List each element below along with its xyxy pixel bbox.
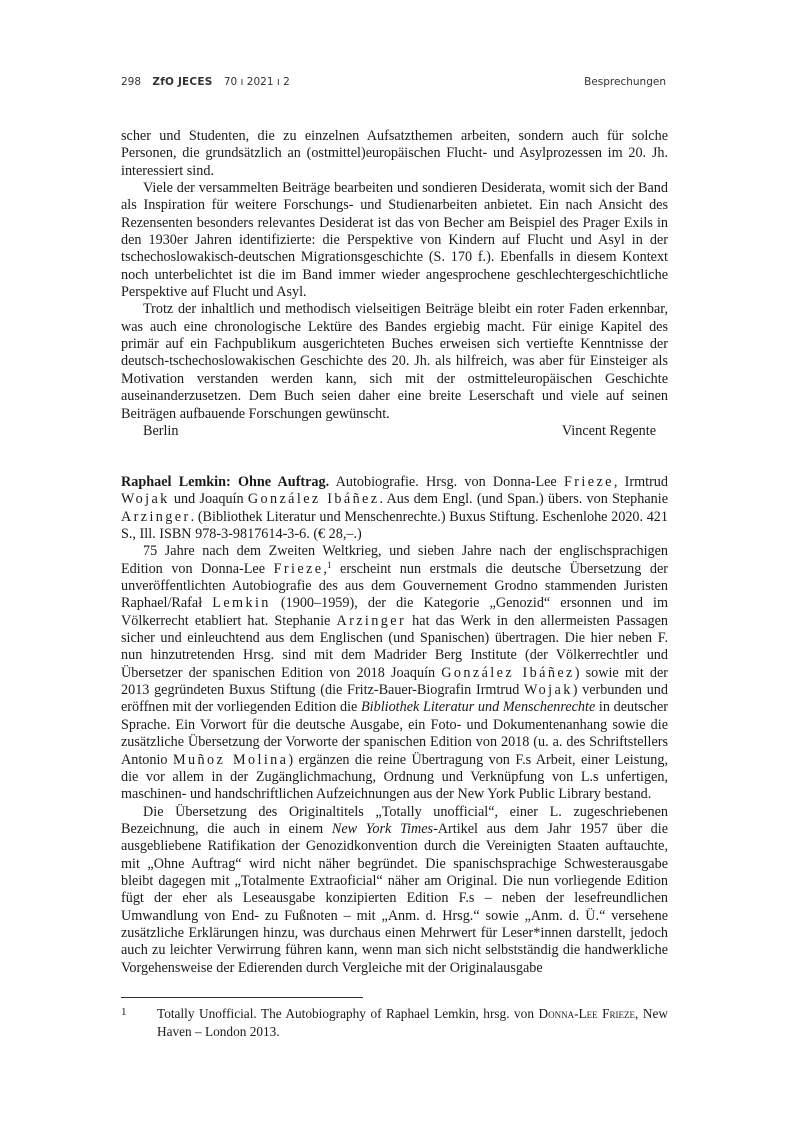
translator-name: Arzinger [121,508,191,525]
editor-name: González Ibáñez [247,491,380,508]
text-run: Die Übersetzung des Originaltitels „Totally unofficial“, einer L. zugeschriebenen Bezeichnung, die auch in einem [121,803,668,837]
text-run: , New Haven – London 2013. [157,1006,668,1039]
reviewer-city: Berlin [143,422,179,439]
text-run: hat das Werk in den allermeisten Passagen sicher und einleuchtend aus dem Englischen (und Spanischen) übertragen. Die hier neben F. nun hinzutretenden Hrsg. sind mit dem Madrider Berg Institute (der Völkerrechtler und Übersetzer der spanischen Edition von 2018 Joaquín [121,612,668,681]
text-run: ) ergänzen die reine Übertragung von F.s Arbeit, einer Leistung, die vor allem in der Zugänglichmachung, Ordnung und Verknüpfung von L.s unfertigen, maschinen- und handschriftlichen Aufzeichnungen aus der New York Public Library bestand. [121,751,668,803]
person-name: Wojak [524,682,573,699]
volume-issue: 70 ı 2021 ı 2 [223,76,290,88]
footnote-ref[interactable]: 1 [326,559,332,570]
header-left [121,76,298,88]
text-run: 75 Jahre nach dem Zweiten Weltkrieg, und sieben Jahre nach der englischsprachigen Edition von Donna-Lee [121,543,668,577]
text-run: in deutscher Sprache. Ein Vorwort für die deutsche Ausgabe, ein Foto- und Dokumentenanhang sowie die zusätzliche Übersetzung der Vorworte der spanischen Edition von 2018 (u. a. des Schriftstellers Antonio [121,699,668,768]
text-run: erscheint nun erstmals die deutsche Übersetzung der unveröffentlichten Autobiografie des aus dem Gouvernement Grodno stammenden Juristen Raphael/Rafał [121,560,668,612]
person-name: Frieze [273,560,324,577]
text-run: (1900–1959), der die Kategorie „Genozid“ ersonnen und im Völkerrecht etabliert hat. Stephanie [121,595,668,629]
citation-text: und Joaquín [169,491,248,508]
person-name: Lemkin [212,595,271,612]
footnote-text [157,1005,668,1041]
citation-text: , Irmtrud [613,474,668,490]
newspaper-title: New York Times [331,820,434,837]
bibliographic-entry [121,474,668,543]
author-name: Donna-Lee Frieze [538,1006,636,1021]
text-run: ) sowie mit der 2013 gegründeten Buxus Stiftung (die Fritz-Bauer-Biografin Irmtrud [121,664,669,699]
series-title: Bibliothek Literatur und Menschenrechte [361,699,596,716]
paragraph [121,804,668,977]
book-title: Raphael Lemkin: Ohne Auftrag. [121,474,330,490]
text-run: ) verbunden und eröffnen mit der vorliegenden Edition die [121,682,668,716]
page-number: 298 [121,76,142,88]
review-lemkin [121,474,668,977]
text-run: Totally Unofficial. The Autobiography of Raphael Lemkin, hrsg. von [157,1006,539,1021]
reviewer-name: Vincent Regente [561,422,656,439]
paragraph: Viele der versammelten Beiträge bearbeiten und sondieren Desiderata, womit sich der Band als Inspiration für weitere Forschungs- und Studienarbeiten anbietet. Ein nach Ansicht des Rezensenten besonders relevantes Desiderat ist das von Becher am Beispiel des Prager Exils in den 1930er Jahren identifizierte: die Perspektive von Kindern auf Flucht und Asyl in der tschechoslowakisch-deutschen Migrationsgeschichte (S. 170 f.). Ebenfalls in diesem Kontext noch unterbelichtet ist die im Band immer wieder angesprochene geschlechtergeschichtliche Perspektive auf Flucht und Asyl. [121,180,668,301]
person-name: Arzinger [336,612,407,629]
editor-name: Frieze [563,474,614,490]
running-header [121,76,666,92]
citation-text: Autobiografie. Hrsg. von Donna-Lee [329,474,564,490]
citation-text: . Aus dem Engl. (und Span.) übers. von Stephanie [379,491,668,508]
text-run: -Artikel aus dem Jahr 1957 über die ausgebliebene Ratifikation der Genozidkonvention durch die Vereinigten Staaten auftauchte, mit „Ohne Auftrag“ wird nicht näher begründet. Die spanischsprachige Schwesterausgabe bleibt dagegen mit „Totalmente Extraoficial“ näher am Original. Die nun vorliegende Edition fügt der eher als Leseausgabe konzipierten Edition F.s – neben der lesefreundlichen Umwandlung von End- zu Fußnoten – mit „Anm. d. Hrsg.“ sowie „Anm. d. Ü.“ versehene zusätzliche Erklärungen hinzu, was durchaus einen Mehrwert für Leser*innen darstellt, jedoch auch zu leichter Verwirrung führen kann, wenn man sich nicht selbstständig die handwerkliche Vorgehensweise der Edierenden durch Vergleiche mit der Originalausgabe [121,820,668,976]
person-name: González Ibáñez [441,664,575,681]
footnote-divider [121,997,363,998]
person-name: Muñoz Molina [172,751,289,768]
paragraph: 75 Jahre nach dem Zweiten Weltkrieg, und sieben Jahre nach der englischsprachigen Edition von Donna-Lee Frieze,$^1$ erscheint nun erstmals die deutsche Übersetzung der unveröffentlichten Autobiografie des aus dem Gouvernement Grodno stammenden Juristen Raphael/Rafał Lemkin (1900–1959), der die Kategorie „Genozid“ ersonnen und im Völkerrecht etabliert hat. Stephanie Arzinger hat das Werk in den allermeisten Passagen sicher und einleuchtend aus dem Englischen (und Spanischen) übertragen. Die hier neben F. nun hinzutretenden Hrsg. sind mit dem Madrider Berg Institute (der Völkerrechtler und Übersetzer der spanischen Edition von 2018 Joaquín González Ibáñez) sowie mit der 2013 gegründeten Buxus Stiftung (die Fritz-Bauer-Biografin Irmtrud Wojak) verbunden und eröffnen mit der vorliegenden Edition die Bibliothek Literatur und Menschenrechte in deutscher Sprache. Ein Vorwort für die deutsche Ausgabe, ein Foto- und Dokumentenanhang sowie die zusätzliche Übersetzung der Vorworte der spanischen Edition von 2018 (u. a. des Schriftstellers Antonio Muñoz Molina) ergänzen die reine Übertragung von F.s Arbeit, einer Leistung, die vor allem in der Zugänglichmachung, Ordnung und Verknüpfung von L.s unfertigen, maschinen- und handschriftlichen Aufzeichnungen aus der New York Public Library bestand. [121,543,669,803]
review-signature [121,423,668,441]
section-title: Besprechungen [584,76,666,88]
citation-text: . (Bibliothek Literatur und Menschenrechte.) Buxus Stiftung. Eschenlohe 2020. 421 S., Ill. ISBN 978-3-9817614-3-6. (€ 28,–.) [121,508,668,543]
editor-name: Wojak [121,491,170,508]
paragraph: scher und Studenten, die zu einzelnen Aufsatzthemen arbeiten, sondern auch für solche Personen, die grundsätzlich an (ostmittel)europäischen Flucht- und Asylprozessen im 20. Jh. interessiert sind. [121,128,668,179]
footnote [121,1005,668,1041]
journal-name: ZfO JECES [152,76,213,88]
paragraph: Trotz der inhaltlich und methodisch vielseitigen Beiträge bleibt ein roter Faden erkennbar, was auch eine chronologische Lektüre des Bandes ergiebig macht. Für einige Kapitel des primär auf ein Fachpublikum ausgerichteten Buches erweisen sich vertiefte Kenntnisse der deutsch-tschechoslowakischen Geschichte des 20. Jh. als hilfreich, was aber für Einsteiger als Motivation verstanden werden kann, sich mit der ostmitteleuropäischen Geschichte auseinanderzusetzen. Dem Buch seien daher eine breite Leserschaft und viele auf seinen Beiträgen aufbauende Forschungen gewünscht. [121,301,668,422]
review-continuation [121,128,668,441]
footnote-number: 1 [121,1006,127,1018]
